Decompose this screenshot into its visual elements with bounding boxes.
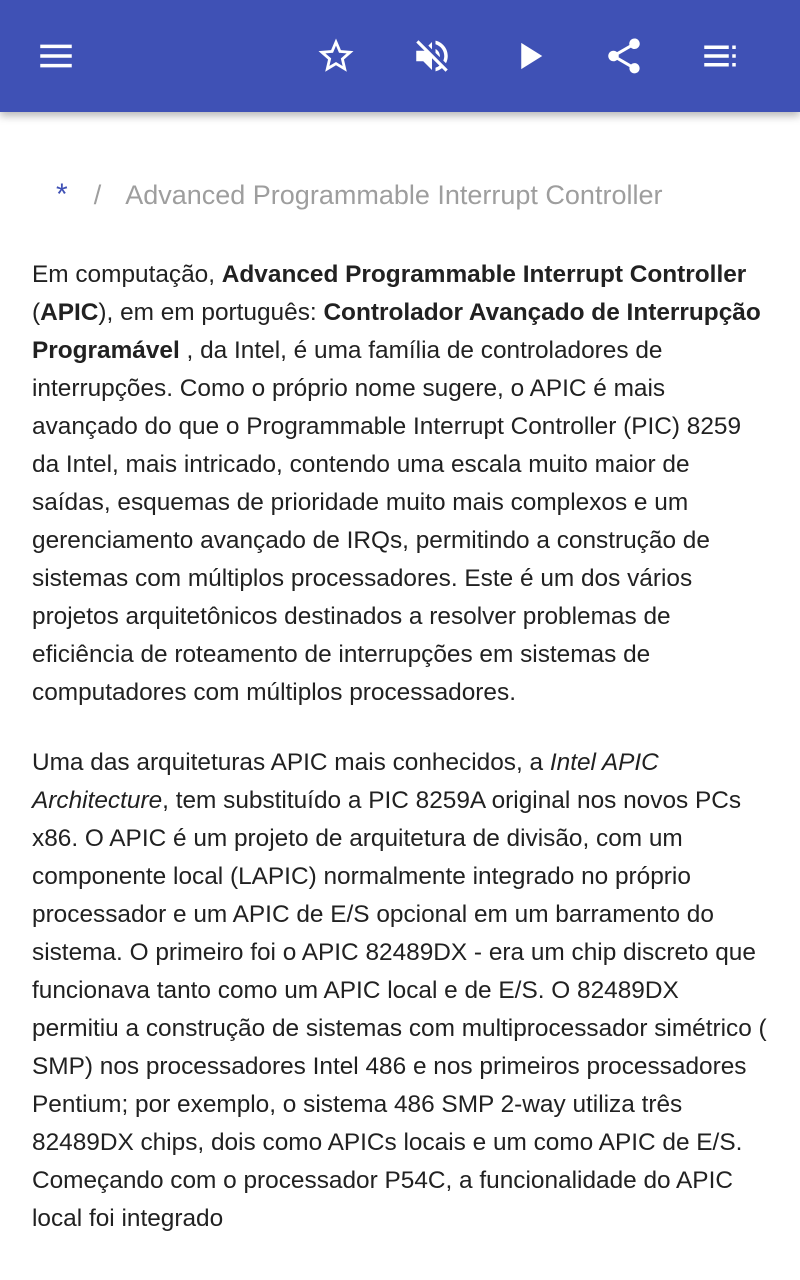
italic-term: Intel APIC Architecture	[32, 749, 659, 814]
breadcrumb-current: Advanced Programmable Interrupt Controller	[125, 180, 663, 210]
article-paragraph	[32, 744, 772, 1238]
text-run: ), em em português:	[98, 299, 324, 326]
breadcrumb-home-link[interactable]: *	[56, 178, 68, 211]
favorite-button[interactable]	[308, 28, 364, 84]
menu-button[interactable]	[28, 28, 84, 84]
volume-off-icon	[411, 35, 453, 77]
text-run: Uma das arquiteturas APIC mais conhecidos, a	[32, 749, 550, 776]
table-of-contents-button[interactable]	[692, 28, 748, 84]
text-run: , da Intel, é uma família de controladores de interrupções. Como o próprio nome sugere, o APIC é mais avançado do que o Programmable Interrupt Controller (PIC) 8259 da Intel, mais intricado, contendo uma escala muito maior de saídas, esquemas de prioridade muito mais complexos e um gerenciamento avançado de IRQs, permitindo a construção de sistemas com múltiplos processadores. Este é um dos vários projetos arquitetônicos destinados a resolver problemas de eficiência de roteamento de interrupções em sistemas de computadores com múltiplos processadores.	[32, 337, 742, 706]
play-icon	[509, 35, 551, 77]
play-button[interactable]	[502, 28, 558, 84]
star-outline-icon	[315, 35, 357, 77]
bold-term: APIC	[40, 299, 99, 326]
mute-button[interactable]	[404, 28, 460, 84]
share-button[interactable]	[596, 28, 652, 84]
text-run: , tem substituído a PIC 8259A original nos novos PCs x86. O APIC é um projeto de arquitetura de divisão, com um componente local (LAPIC) normalmente integrado no próprio processador e um APIC de E/S opcional em um barramento do sistema. O primeiro foi o APIC 82489DX - era um chip discreto que funcionava tanto como um APIC local e de E/S. O 82489DX permitiu a construção de sistemas com multiprocessador simétrico ( SMP) nos processadores Intel 486 e nos primeiros processadores Pentium; por exemplo, o sistema 486 SMP 2-way utiliza três 82489DX chips, dois como APICs locais e um como APIC de E/S. Começando com o processador P54C, a funcionalidade do APIC local foi integrado	[32, 787, 767, 1232]
bold-term: Controlador Avançado de Interrupção Programável	[32, 299, 761, 364]
breadcrumb-separator: /	[93, 180, 102, 210]
article-paragraph	[32, 256, 772, 712]
breadcrumb	[56, 178, 662, 212]
menu-icon	[35, 35, 77, 77]
text-run: (	[32, 299, 41, 326]
share-icon	[603, 35, 645, 77]
article-body	[32, 256, 772, 1270]
toc-icon	[699, 35, 741, 77]
app-toolbar	[0, 0, 800, 112]
bold-term: Advanced Programmable Interrupt Controller	[221, 261, 747, 288]
text-run: Em computação,	[32, 261, 222, 288]
content-area	[0, 112, 800, 1280]
